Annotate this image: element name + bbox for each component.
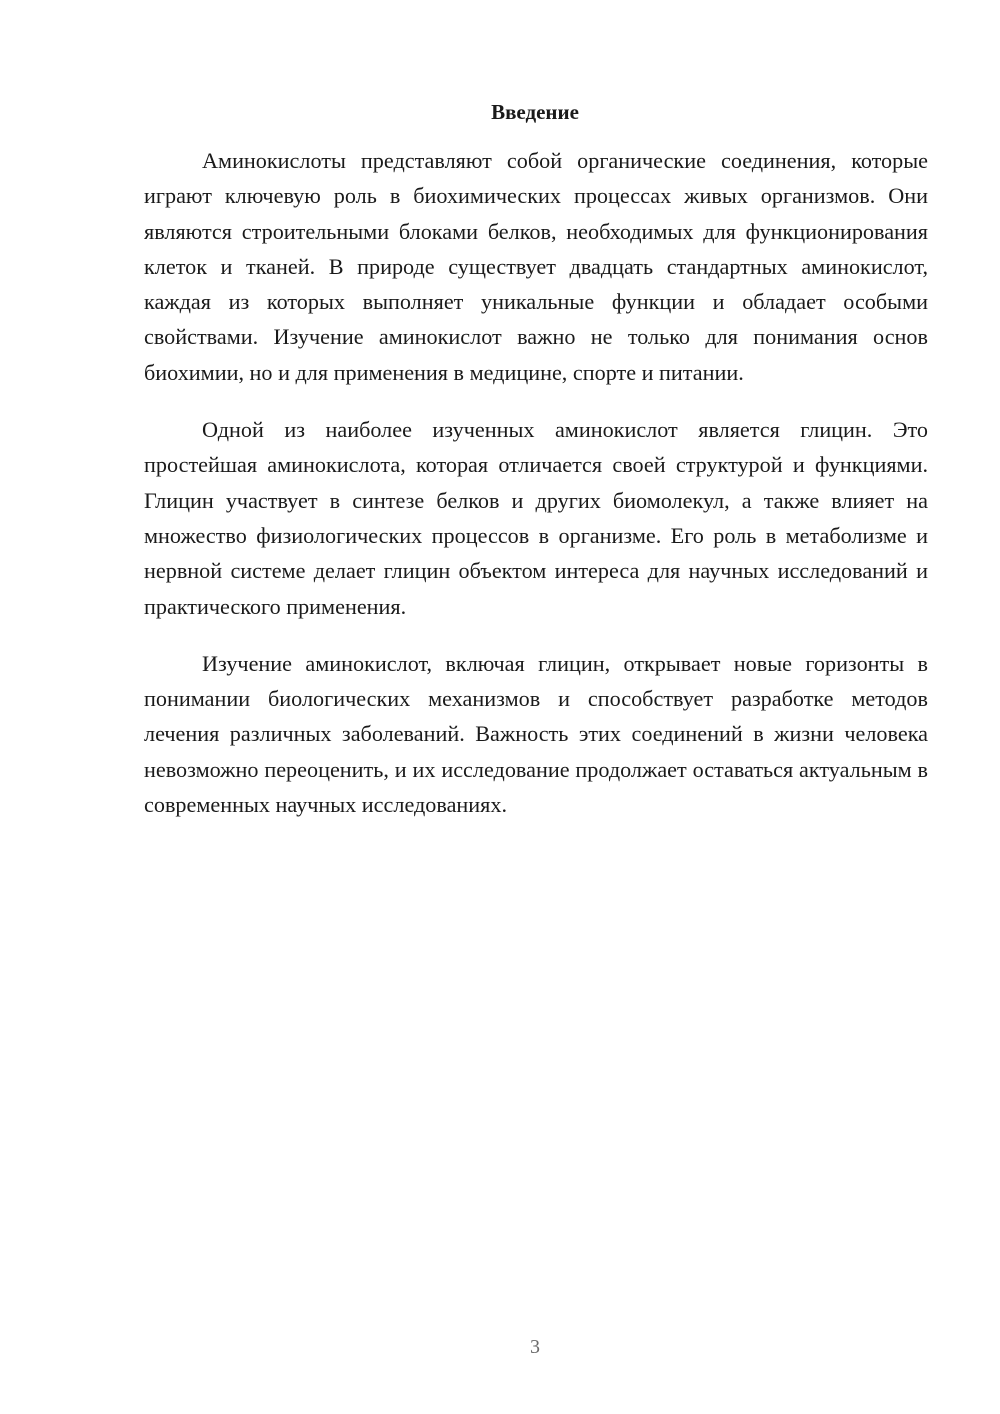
body-text bbox=[144, 143, 928, 844]
section-heading: Введение bbox=[491, 100, 579, 124]
page-number: 3 bbox=[530, 1336, 540, 1358]
paragraph-2: Одной из наиболее изученных аминокислот является глицин. Это простейшая аминокислота, которая отличается своей структурой и функциями. Глицин участвует в синтезе белков и других биомолекул, а также влияет на множество физиологических процессов в организме. Его роль в метаболизме и нервной системе делает глицин объектом интереса для научных исследований и практического применения. bbox=[144, 417, 928, 619]
paragraph-1: Аминокислоты представляют собой органические соединения, которые играют ключевую роль в биохимических процессах живых организмов. Они являются строительными блоками белков, необходимых для функционирования клеток и тканей. В природе существует двадцать стандартных аминокислот, каждая из которых выполняет уникальные функции и обладает особыми свойствами. Изучение аминокислот важно не только для понимания основ биохимии, но и для применения в медицине, спорте и питании. bbox=[144, 148, 928, 385]
paragraph-3: Изучение аминокислот, включая глицин, открывает новые горизонты в понимании биологических механизмов и способствует разработке методов лечения различных заболеваний. Важность этих соединений в жизни человека невозможно переоценить, и их исследование продолжает оставаться актуальным в современных научных исследованиях. bbox=[144, 650, 928, 818]
